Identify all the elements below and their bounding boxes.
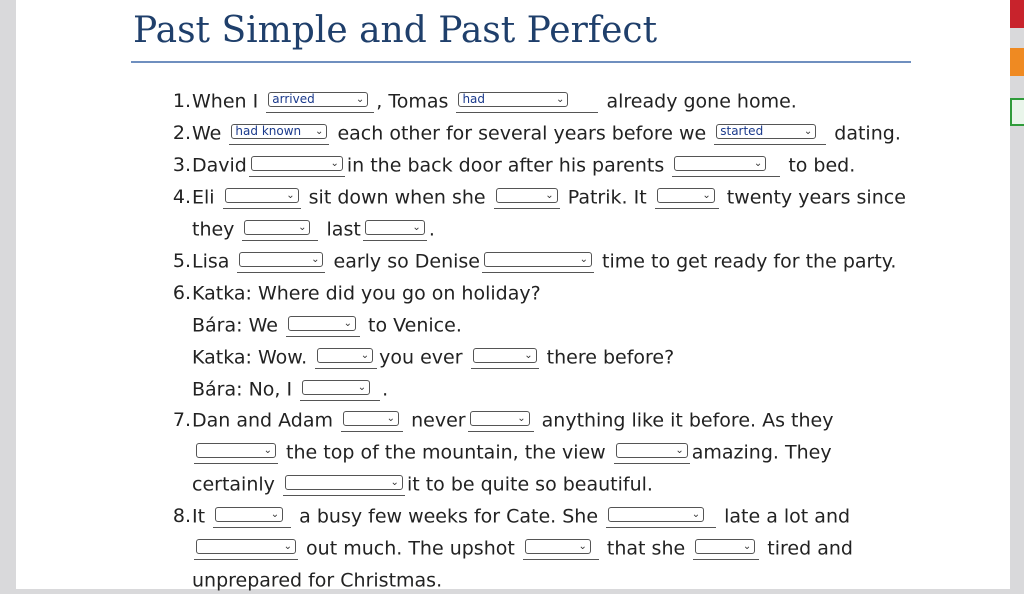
question-7	[192, 407, 833, 433]
question-text: in the back door after his parents	[346, 154, 665, 177]
title-rule	[131, 61, 911, 63]
item-number-4: 4.	[172, 186, 191, 208]
question-text: It	[192, 505, 206, 528]
chevron-down-icon: ⌄	[702, 190, 711, 201]
answer-dropdown[interactable]	[343, 411, 399, 426]
answer-blank	[341, 409, 403, 432]
answer-dropdown[interactable]	[458, 92, 568, 107]
question-text: sit down when she	[308, 186, 486, 209]
answer-dropdown[interactable]	[484, 252, 592, 267]
chevron-down-icon: ⌄	[330, 158, 339, 169]
question-text: .	[428, 218, 435, 241]
answer-blank	[655, 186, 719, 209]
question-6-line-2	[192, 312, 462, 338]
side-tab-green[interactable]	[1010, 98, 1024, 126]
question-text: David	[192, 154, 247, 177]
answer-blank	[286, 314, 360, 337]
question-text: to Venice.	[368, 314, 462, 337]
question-text: a busy few weeks for Cate. She	[299, 505, 599, 528]
question-text: .	[382, 378, 389, 401]
chevron-down-icon: ⌄	[390, 477, 399, 488]
chevron-down-icon: ⌄	[579, 254, 588, 265]
item-number-1: 1.	[172, 90, 191, 112]
answer-blank	[249, 154, 345, 177]
answer-dropdown[interactable]	[616, 443, 688, 458]
dropdown-value: had known	[235, 124, 302, 138]
answer-dropdown[interactable]	[231, 124, 327, 139]
answer-dropdown[interactable]	[251, 156, 343, 171]
question-text: , Tomas	[376, 90, 449, 113]
question-text: anything like it before. As they	[541, 409, 834, 432]
answer-blank	[223, 186, 301, 209]
answer-blank	[714, 122, 826, 145]
side-tab-orange[interactable]	[1010, 48, 1024, 76]
answer-dropdown[interactable]	[525, 539, 591, 554]
chevron-down-icon: ⌄	[355, 94, 365, 105]
answer-dropdown[interactable]	[196, 443, 276, 458]
question-text: time to get ready for the party.	[602, 250, 897, 273]
item-number-6: 6.	[172, 282, 191, 304]
question-text: last	[326, 218, 361, 241]
answer-dropdown[interactable]	[244, 220, 310, 235]
answer-blank	[242, 218, 318, 241]
dropdown-value: had	[462, 92, 486, 106]
question-text: Katka: Where did you go on holiday?	[192, 282, 541, 305]
question-text: you ever	[379, 346, 463, 369]
chevron-down-icon: ⌄	[270, 509, 280, 520]
question-8-line-3	[192, 567, 442, 593]
chevron-down-icon: ⌄	[545, 190, 554, 201]
question-text: Bára: We	[192, 314, 278, 337]
question-text: Lisa	[192, 250, 230, 273]
chevron-down-icon: ⌄	[675, 445, 684, 456]
chevron-down-icon: ⌄	[524, 350, 533, 361]
answer-dropdown[interactable]	[608, 507, 704, 522]
answer-blank	[482, 250, 594, 273]
answer-dropdown[interactable]	[302, 380, 370, 395]
question-text: out much. The upshot	[306, 537, 515, 560]
answer-dropdown[interactable]	[496, 188, 558, 203]
answer-dropdown[interactable]	[674, 156, 766, 171]
item-number-8: 8.	[172, 505, 191, 527]
question-text: never	[411, 409, 466, 432]
answer-dropdown[interactable]	[239, 252, 323, 267]
answer-blank	[693, 537, 759, 560]
question-7-line-2	[192, 439, 832, 465]
question-text: Katka: Wow.	[192, 346, 308, 369]
chevron-down-icon: ⌄	[263, 445, 272, 456]
chevron-down-icon: ⌄	[360, 350, 370, 361]
question-3	[192, 152, 855, 178]
chevron-down-icon: ⌄	[556, 94, 565, 105]
chevron-down-icon: ⌄	[412, 222, 421, 233]
answer-blank	[300, 378, 380, 401]
answer-dropdown[interactable]	[317, 348, 373, 363]
question-text: tired and	[767, 537, 853, 560]
question-text: it to be quite so beautiful.	[406, 473, 653, 496]
answer-blank	[456, 90, 598, 113]
answer-blank	[194, 537, 298, 560]
answer-dropdown[interactable]	[268, 92, 368, 107]
page-title: Past Simple and Past Perfect	[133, 10, 658, 51]
dropdown-value: started	[720, 124, 764, 138]
chevron-down-icon: ⌄	[803, 126, 813, 137]
answer-dropdown[interactable]	[695, 539, 755, 554]
question-text: amazing. They	[691, 441, 832, 464]
question-text: the top of the mountain, the view	[286, 441, 606, 464]
item-number-2: 2.	[172, 122, 191, 144]
question-text: Patrik. It	[567, 186, 647, 209]
question-text: certainly	[192, 473, 275, 496]
question-text: early so Denise	[333, 250, 480, 273]
question-text: already gone home.	[606, 90, 797, 113]
question-text: unprepared for Christmas.	[192, 569, 443, 592]
chevron-down-icon: ⌄	[283, 541, 292, 552]
answer-blank	[315, 346, 377, 369]
chevron-down-icon: ⌄	[517, 413, 526, 424]
question-4-continued	[192, 216, 435, 242]
question-text: late a lot and	[724, 505, 851, 528]
answer-blank	[523, 537, 599, 560]
answer-dropdown[interactable]	[225, 188, 299, 203]
answer-dropdown[interactable]	[196, 539, 296, 554]
chevron-down-icon: ⌄	[343, 318, 352, 329]
question-text: Dan and Adam	[192, 409, 334, 432]
answer-blank	[606, 505, 716, 528]
chevron-down-icon: ⌄	[753, 158, 763, 169]
question-8	[192, 503, 850, 529]
question-5	[192, 248, 896, 274]
answer-dropdown[interactable]	[470, 411, 530, 426]
question-2	[192, 120, 901, 146]
question-text: dating.	[834, 122, 901, 145]
answer-blank	[468, 409, 534, 432]
question-text: they	[192, 218, 235, 241]
chevron-down-icon: ⌄	[315, 126, 324, 137]
answer-blank	[213, 505, 291, 528]
chevron-down-icon: ⌄	[691, 509, 701, 520]
answer-blank	[237, 250, 325, 273]
answer-blank	[363, 218, 427, 241]
answer-blank	[283, 473, 405, 496]
question-7-line-3	[192, 471, 653, 497]
dropdown-value: arrived	[272, 92, 315, 106]
chevron-down-icon: ⌄	[286, 190, 295, 201]
item-number-7: 7.	[172, 409, 191, 431]
question-text: each other for several years before we	[337, 122, 707, 145]
answer-blank	[614, 441, 690, 464]
question-4	[192, 184, 906, 210]
question-text: Bára: No, I	[192, 378, 293, 401]
question-text: When I	[192, 90, 259, 113]
answer-dropdown[interactable]	[716, 124, 816, 139]
answer-blank	[471, 346, 539, 369]
chevron-down-icon: ⌄	[578, 541, 587, 552]
answer-dropdown[interactable]	[657, 188, 715, 203]
question-text: to bed.	[788, 154, 856, 177]
question-6	[192, 280, 541, 306]
question-6-line-4	[192, 376, 388, 402]
chevron-down-icon: ⌄	[298, 222, 307, 233]
answer-dropdown[interactable]	[288, 316, 356, 331]
question-text: Eli	[192, 186, 215, 209]
question-1	[192, 88, 797, 114]
question-text: there before?	[546, 346, 675, 369]
question-text: twenty years since	[726, 186, 906, 209]
item-number-5: 5.	[172, 250, 191, 272]
answer-blank	[229, 122, 329, 145]
answer-dropdown[interactable]	[473, 348, 537, 363]
answer-blank	[494, 186, 560, 209]
chevron-down-icon: ⌄	[357, 382, 367, 393]
answer-dropdown[interactable]	[285, 475, 403, 490]
answer-dropdown[interactable]	[365, 220, 425, 235]
chevron-down-icon: ⌄	[742, 541, 752, 552]
question-text: We	[192, 122, 222, 145]
side-tab-red[interactable]	[1010, 0, 1024, 28]
chevron-down-icon: ⌄	[311, 254, 320, 265]
item-number-3: 3.	[172, 154, 191, 176]
chevron-down-icon: ⌄	[386, 413, 396, 424]
answer-blank	[266, 90, 374, 113]
worksheet-page	[16, 0, 1010, 592]
answer-blank	[672, 154, 780, 177]
question-8-line-2	[192, 535, 853, 561]
answer-dropdown[interactable]	[215, 507, 283, 522]
question-6-line-3	[192, 344, 674, 370]
answer-blank	[194, 441, 278, 464]
question-text: that she	[606, 537, 686, 560]
